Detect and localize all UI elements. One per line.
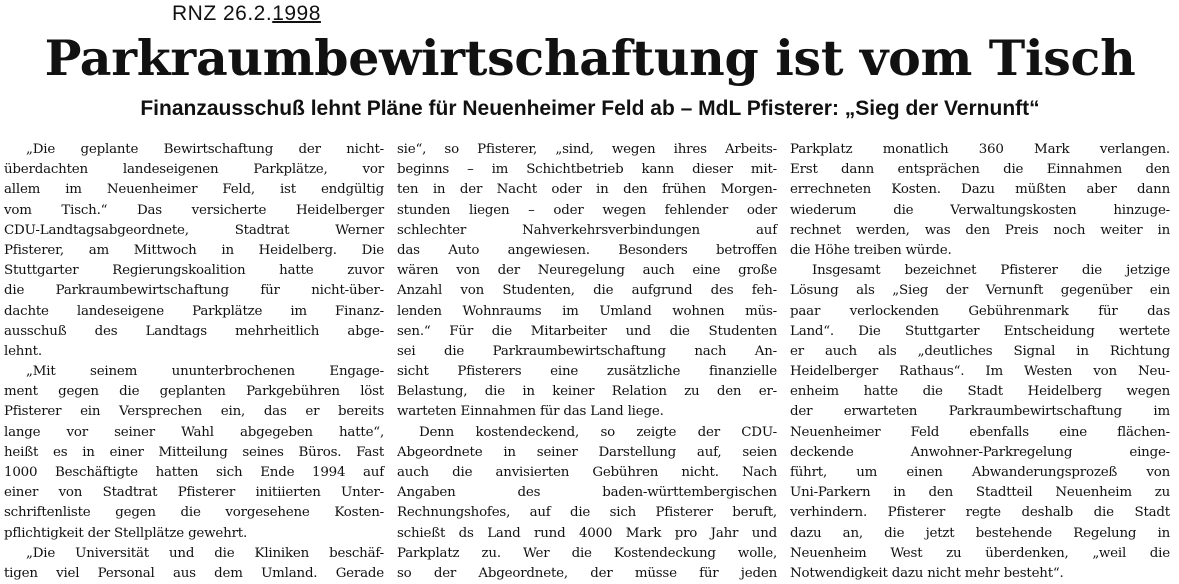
text-line: tigen viel Personal aus dem Umland. Gerade [4,565,384,581]
text-line: warteten Einnahmen für das Land liege. [397,404,664,420]
text-line: lange vor seiner Wahl abgegeben hatte“, [4,424,384,440]
text-line: wiederum die Verwaltungskosten hinzuge- [790,202,1170,218]
text-line: ausschuß des Landtags mehrheitlich abge- [4,323,384,339]
text-line: ment gegen die geplanten Parkgebühren löst [4,384,384,400]
text-line: lehnt. [4,343,42,359]
article-column-3 [790,140,1170,584]
text-line: schlechter Nahverkehrsverbindungen auf [397,222,777,238]
text-line: „Mit seinem ununterbrochenen Engage- [26,364,384,380]
text-line: Neuenheimer Feld ebenfalls eine flächen- [790,424,1170,440]
subheadline: Finanzausschuß lehnt Pläne für Neuenheimer Feld ab – MdL Pfisterer: „Sieg der Vernunft“ [140,97,1040,120]
text-line: „Die Universität und die Kliniken beschäf- [26,545,384,561]
text-line: sen.“ Für die Mitarbeiter und die Studenten [397,323,777,339]
article-body [0,140,1179,581]
source-year: 1998 [272,2,321,25]
text-line: CDU-Landtagsabgeordnete, Stadtrat Werner [4,222,384,238]
text-line: auch die anvisierten Gebühren nicht. Nach [397,465,777,480]
text-line: die Höhe treiben würde. [790,242,952,258]
source-prefix: RNZ 26.2. [172,2,273,25]
text-line: die Parkraumbewirtschaftung für nicht-über- [4,283,384,299]
text-line: dachte landeseigene Parkplätze im Finanz- [4,303,384,319]
text-line: errechneten Kosten. Dazu müßten aber dann [790,182,1170,198]
text-line: Abgeordnete in seiner Darstellung auf, seien [397,444,777,460]
text-line: das Auto angewiesen. Besonders betroffen [397,242,777,258]
text-line: paar verlockenden Gebührenmark für das [790,303,1170,319]
text-line: einer von Stadtrat Pfisterer initiierten Unter- [4,485,384,501]
text-line: er auch als „deutliches Signal in Richtung [790,343,1170,359]
text-line: schriftenliste gegen die vorgesehene Kosten- [4,505,384,521]
text-line: dazu an, die jetzt bestehende Regelung in [790,525,1170,541]
text-line: lenden Wohnraums im Umland wohnen müs- [397,303,777,319]
text-line: Uni-Parkern in den Stadtteil Neuenheim zu [790,485,1170,501]
text-line: Pfisterer ein Versprechen ein, das er bereits [4,404,384,420]
text-line: Stuttgarter Regierungskoalition hatte zuvor [4,263,384,279]
text-line: Belastung, die in keiner Relation zu den er- [397,384,777,400]
article-column-1 [4,140,384,584]
text-line: vom Tisch.“ Das versicherte Heidelberger [4,202,384,218]
text-line: Land“. Die Stuttgarter Entscheidung wertete [790,323,1170,339]
article-column-2 [397,140,777,584]
text-line: Neuenheim West zu überdenken, „weil die [790,545,1170,561]
text-line: Denn kostendeckend, so zeigte der CDU- [419,424,777,440]
text-line: verhindern. Pfisterer regte deshalb die Stadt [790,505,1170,521]
text-line: Pfisterer, am Mittwoch in Heidelberg. Die [4,242,384,258]
text-line: Lösung als „Sieg der Vernunft gegenüber ein [790,283,1170,299]
text-line: „Die geplante Bewirtschaftung der nicht- [26,142,384,157]
text-line: pflichtigkeit der Stellplätze gewehrt. [4,525,248,541]
text-line: enheim hatte die Stadt Heidelberg wegen [790,384,1170,400]
text-line: heißt es in einer Mitteilung seines Büros. Fast [4,444,384,460]
text-line: 1000 Beschäftigte hatten sich Ende 1994 auf [4,465,384,480]
text-line: allem im Neuenheimer Feld, ist endgültig [4,182,384,198]
text-line: beginns – im Schichtbetrieb kann dieser mit- [397,162,777,178]
text-line: sei die Parkraumbewirtschaftung nach An- [397,343,777,359]
text-line: Insgesamt bezeichnet Pfisterer die jetzige [812,263,1170,279]
text-line: stunden liegen – oder wegen fehlender oder [397,202,777,218]
text-line: sie“, so Pfisterer, „sind, wegen ihres Arbeits- [397,142,777,157]
text-line: Erst dann entsprächen die Einnahmen den [790,162,1170,178]
text-line: Anzahl von Studenten, die aufgrund des feh- [397,283,777,299]
text-line: Parkplatz monatlich 360 Mark verlangen. [790,142,1170,157]
text-line: schießt ds Land rund 4000 Mark pro Jahr und [397,525,777,541]
text-line: Rechnungshofes, auf die sich Pfisterer beruft, [397,505,777,521]
text-line: rechnet werden, was den Preis noch weiter in [790,222,1170,238]
text-line: sicht Pfisterers eine zusätzliche finanzielle [397,364,777,380]
text-line: wären von der Neuregelung auch eine große [397,263,777,279]
text-line: ten in der Nacht oder in den frühen Morgen- [397,182,777,198]
text-line: so der Abgeordnete, der müsse für jeden [397,565,777,581]
text-line: überdachten landeseigenen Parkplätze, vor [4,162,384,178]
text-line: Angaben des baden-württembergischen [397,485,777,501]
headline: Parkraumbewirtschaftung ist vom Tisch [44,29,1136,87]
text-line: deckende Anwohner-Parkregelung einge- [790,444,1170,460]
text-line: Parkplatz zu. Wer die Kostendeckung wolle, [397,545,777,561]
text-line: Notwendigkeit dazu nicht mehr besteht“. [790,565,1064,581]
text-line: führt, um einen Abwanderungsprozeß von [790,465,1170,480]
text-line: Heidelberger Rathaus“. Im Westen von Neu- [790,364,1170,380]
source-date [172,2,321,26]
text-line: der erwarteten Parkraumbewirtschaftung im [790,404,1170,420]
